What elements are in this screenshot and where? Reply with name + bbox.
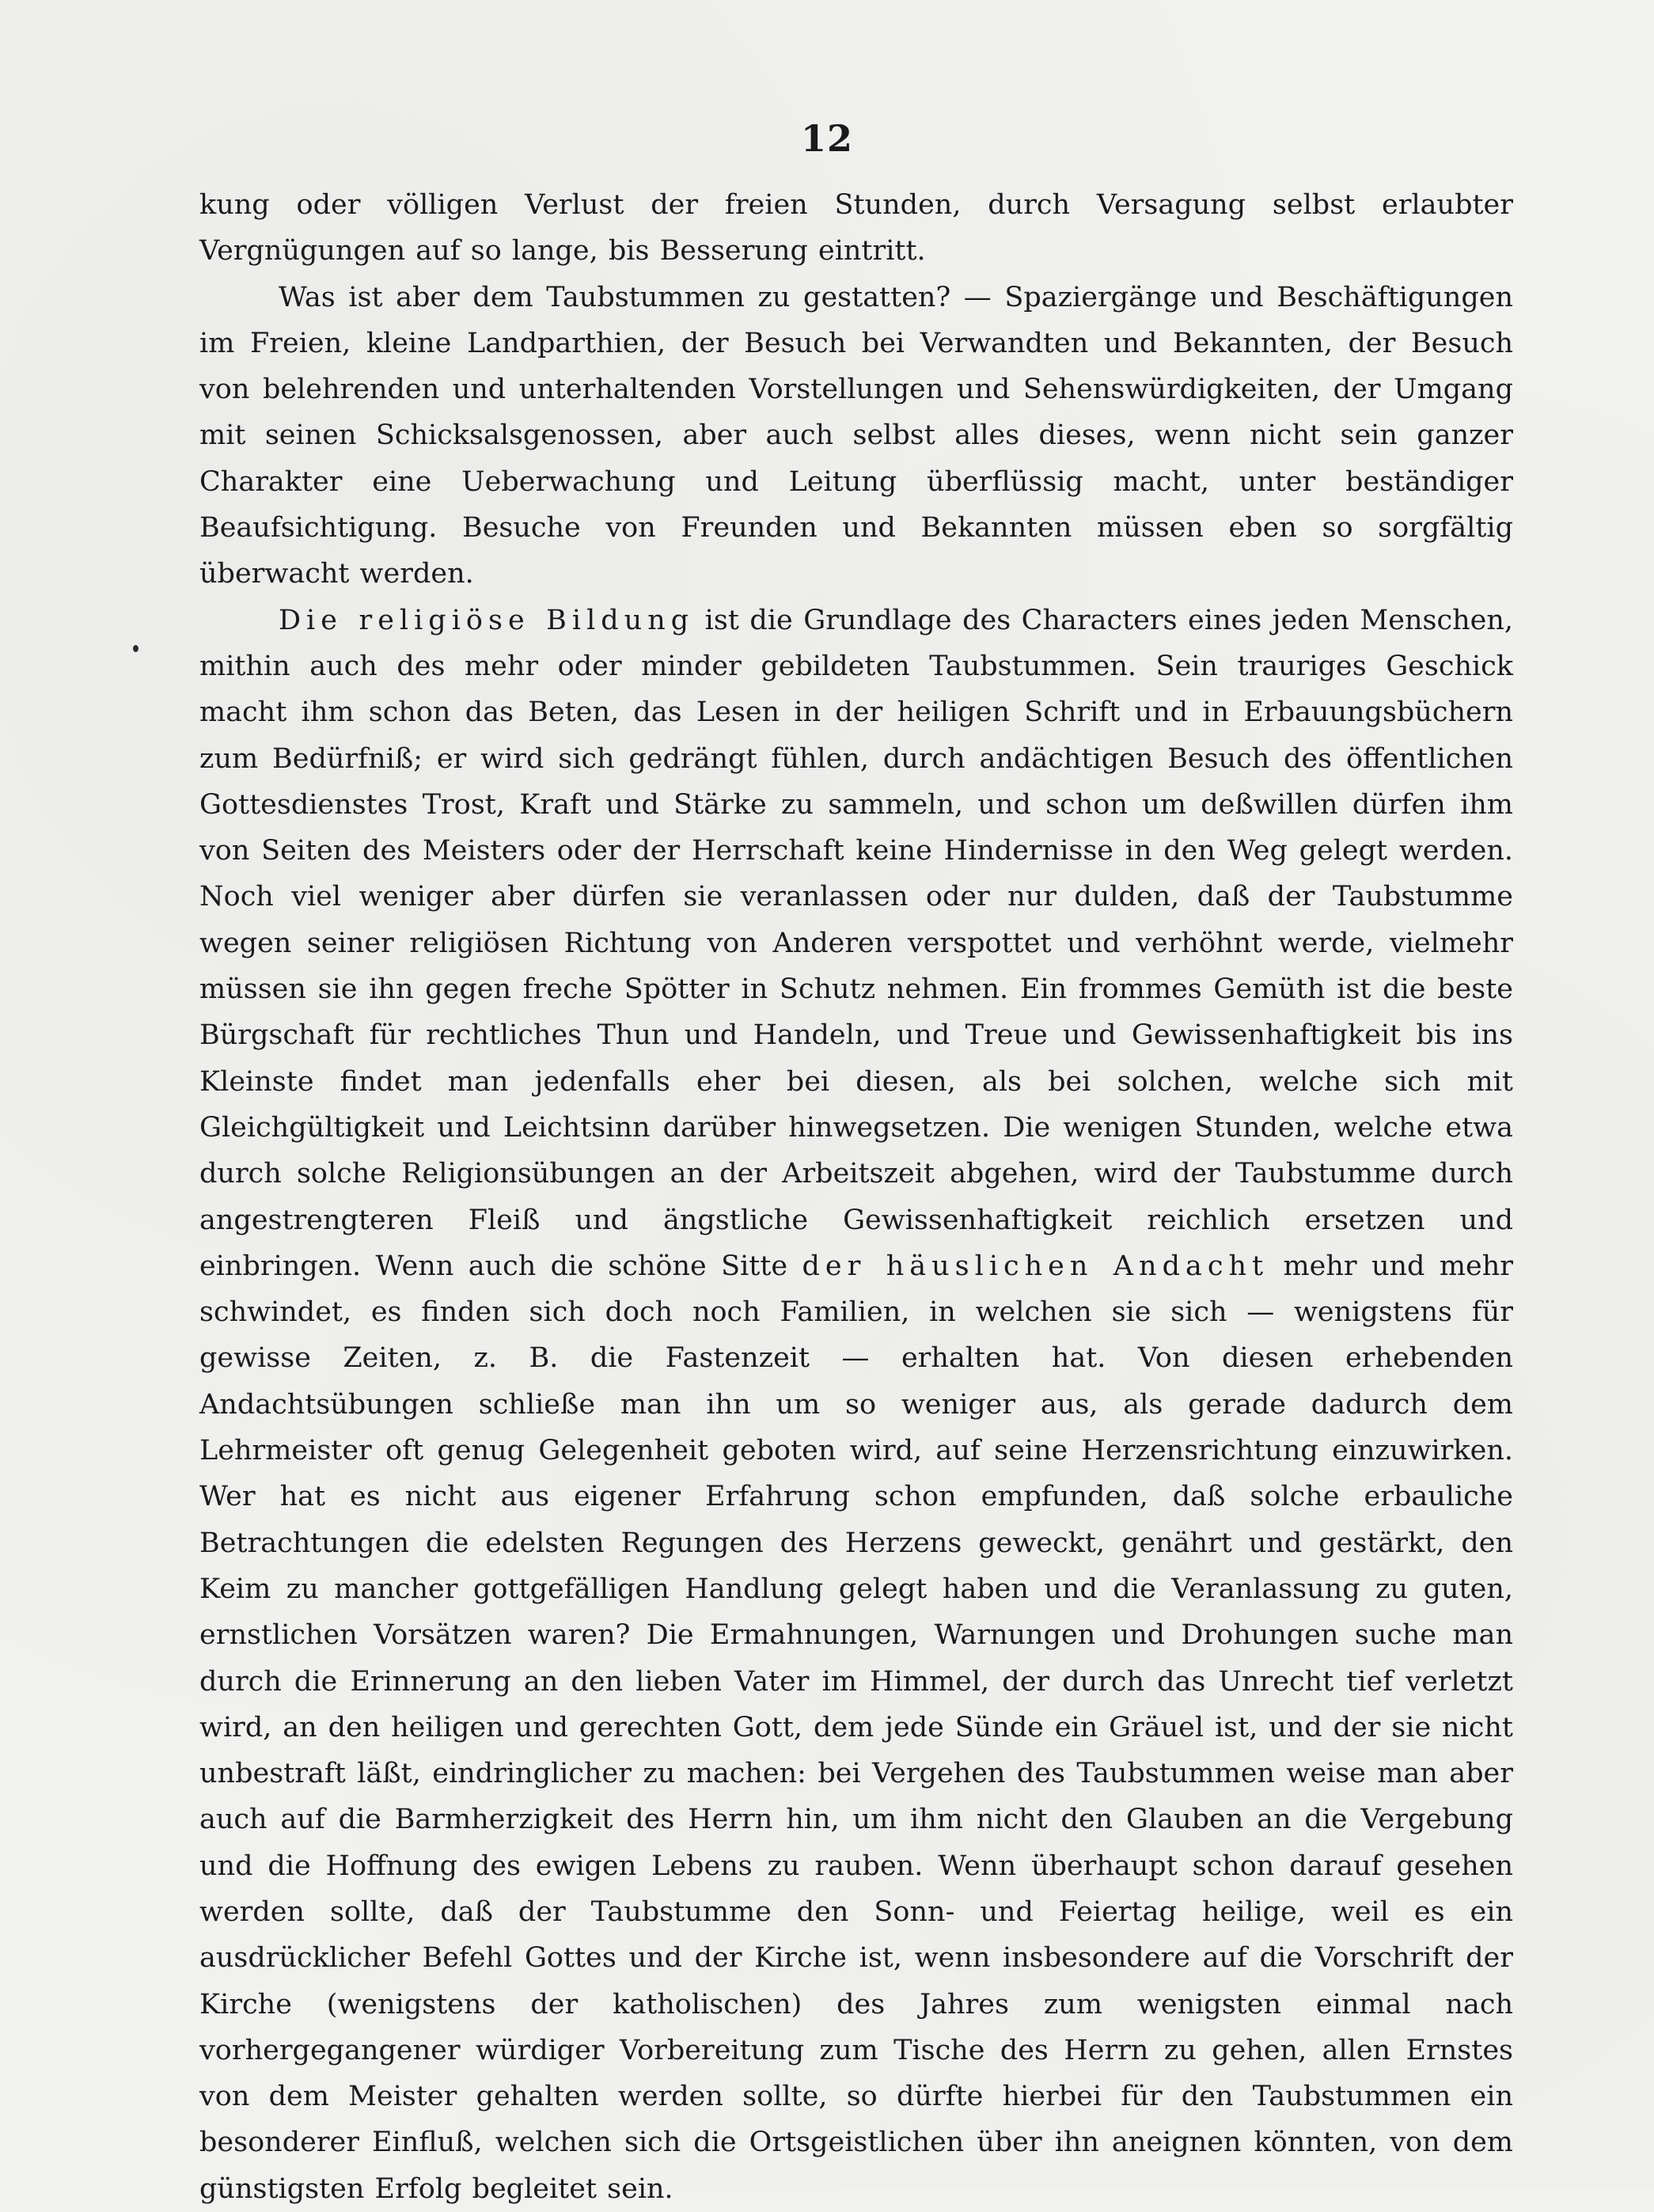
page-number: 12	[800, 117, 853, 160]
body-text	[199, 182, 1513, 2212]
paragraph-continuation: kung oder völligen Verlust der freien Stunden, durch Versagung selbst erlaubter Vergnügungen auf so lange, bis Besserung eintritt.	[199, 189, 1513, 267]
ink-speck	[133, 645, 138, 652]
paragraph-text-part-1: ist die Grundlage des Characters eines jeden Menschen, mithin auch des mehr oder minder gebildeten Taubstummen. Sein trauriges Geschick macht ihm schon das Beten, das Lesen in der heiligen Schrift und in Erbauungsbüchern zum Bedürfniß; er wird sich gedrängt fühlen, durch andächtigen Besuch des öffentlichen Gottesdienstes Trost, Kraft und Stärke zu sammeln, und schon um deßwillen dürfen ihm von Seiten des Meisters oder der Herrschaft keine Hindernisse in den Weg gelegt werden. Noch viel weniger aber dürfen sie veranlassen oder nur dulden, daß der Taubstumme wegen seiner religiösen Richtung von Anderen verspottet und verhöhnt werde, vielmehr müssen sie ihn gegen freche Spötter in Schutz nehmen. Ein frommes Gemüth ist die beste Bürgschaft für rechtliches Thun und Handeln, und Treue und Gewissenhaftigkeit bis ins Kleinste findet man jedenfalls eher bei diesen, als bei solchen, welche sich mit Gleichgültigkeit und Leichtsinn darüber hinwegsetzen. Die wenigen Stunden, welche etwa durch solche Religionsübungen an der Arbeitszeit abgehen, wird der Taubstumme durch angestrengteren Fleiß und ängstliche Gewissenhaftigkeit reichlich ersetzen und einbringen. Wenn auch die schöne Sitte	[199, 604, 1513, 1282]
paragraph-permitted-activities: Was ist aber dem Taubstummen zu gestatten? — Spaziergänge und Beschäftigungen im Freien, kleine Landparthien, der Besuch bei Verwandten und Bekannten, der Besuch von belehrenden und unterhaltenden Vorstellungen und Sehenswürdigkeiten, der Umgang mit seinen Schicksalsgenossen, aber auch selbst alles dieses, wenn nicht sein ganzer Charakter eine Ueberwachung und Leitung überflüssig macht, unter beständiger Beaufsichtigung. Besuche von Freunden und Bekannten müssen eben so sorgfältig überwacht werden.	[199, 281, 1513, 590]
spaced-heading-religious-education: Die religiöse Bildung	[279, 604, 695, 636]
paragraph-religious-education	[199, 598, 1513, 2212]
spaced-phrase-domestic-devotion: der häuslichen Andacht	[802, 1250, 1269, 1282]
paragraph-text-part-2: mehr und mehr schwindet, es finden sich doch noch Familien, in welchen sie sich — wenigstens für gewisse Zeiten, z. B. die Fastenzeit — erhalten hat. Von diesen erhebenden Andachtsübungen schließe man ihn um so weniger aus, als gerade dadurch dem Lehrmeister oft genug Gelegenheit geboten wird, auf seine Herzensrichtung einzuwirken. Wer hat es nicht aus eigener Erfahrung schon empfunden, daß solche erbauliche Betrachtungen die edelsten Regungen des Herzens geweckt, genährt und gestärkt, den Keim zu mancher gottgefälligen Handlung gelegt haben und die Veranlassung zu guten, ernstlichen Vorsätzen waren? Die Ermahnungen, Warnungen und Drohungen suche man durch die Erinnerung an den lieben Vater im Himmel, der durch das Unrecht tief verletzt wird, an den heiligen und gerechten Gott, dem jede Sünde ein Gräuel ist, und der sie nicht unbestraft läßt, eindringlicher zu machen: bei Vergehen des Taubstummen weise man aber auch auf die Barmherzigkeit des Herrn hin, um ihm nicht den Glauben an die Vergebung und die Hoffnung des ewigen Lebens zu rauben. Wenn überhaupt schon darauf gesehen werden sollte, daß der Taubstumme den Sonn- und Feiertag heilige, weil es ein ausdrücklicher Befehl Gottes und der Kirche ist, wenn insbesondere auf die Vorschrift der Kirche (wenigstens der katholischen) des Jahres zum wenigsten einmal nach vorhergegangener würdiger Vorbereitung zum Tische des Herrn zu gehen, allen Ernstes von dem Meister gehalten werden sollte, so dürfte hierbei für den Taubstummen ein besonderer Einfluß, welchen sich die Ortsgeistlichen über ihn aneignen könnten, von dem günstigsten Erfolg begleitet sein.	[199, 1250, 1513, 2205]
